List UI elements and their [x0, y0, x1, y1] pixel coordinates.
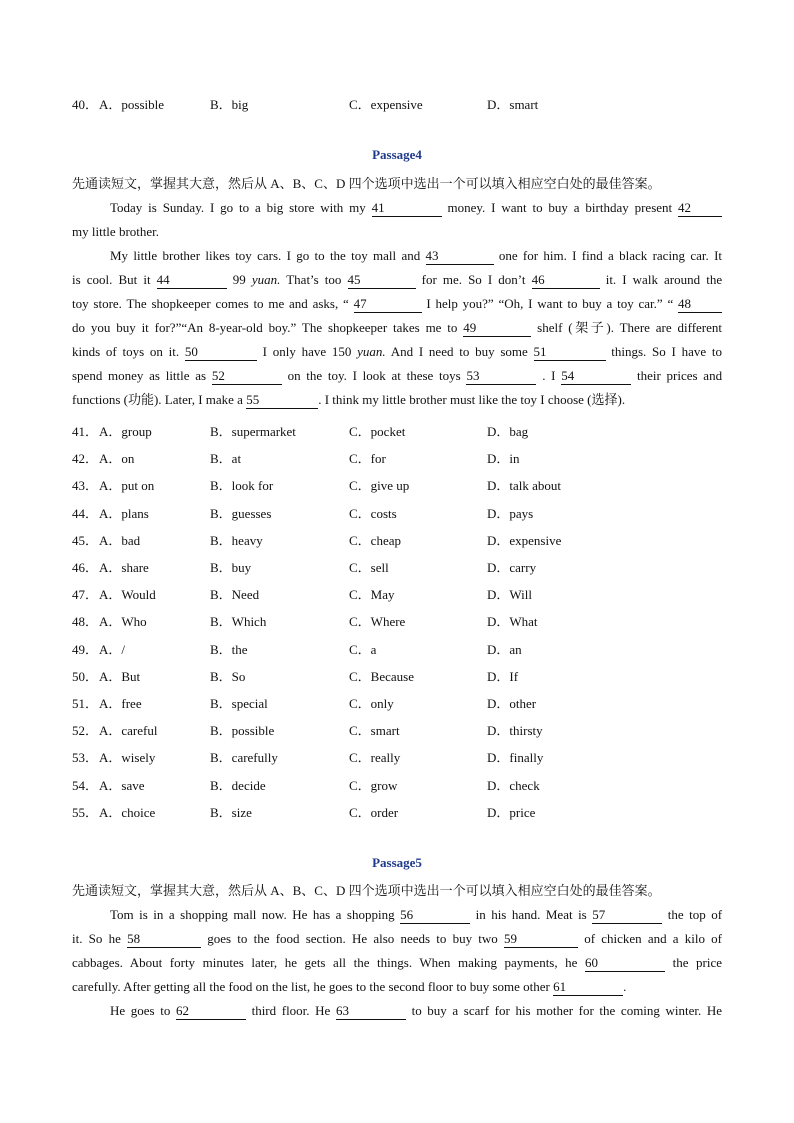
blank-62: 62	[176, 1003, 246, 1020]
option-a: A．put on	[99, 478, 155, 494]
question-number: 54．	[72, 777, 99, 793]
option-b: B．Which	[210, 614, 267, 630]
option-d: D．What	[487, 614, 538, 630]
blank-61: 61	[553, 979, 623, 996]
option-a: A．free	[99, 696, 142, 711]
question-number: 53．	[72, 750, 99, 766]
blank-59: 59	[504, 931, 578, 948]
option-b: B．heavy	[210, 532, 263, 548]
option-a: A．plans	[99, 505, 149, 521]
option-d: D．bag	[487, 424, 529, 439]
text-line: spend money as little as 52 on the toy. I look at these toys 53 . I 54 their prices and	[72, 368, 723, 383]
option-b: B．at	[210, 451, 242, 467]
question-number: 48．	[72, 614, 99, 630]
question-number: 44．	[72, 505, 99, 521]
option-c: C．Where	[349, 614, 406, 630]
question-number: 50．	[72, 668, 99, 684]
blank-49: 49	[463, 320, 531, 337]
option-b: B．special	[210, 696, 268, 711]
blank-44: 44	[157, 272, 227, 289]
option-a: A．save	[99, 777, 145, 793]
option-d: D．Will	[487, 587, 532, 603]
text-line: cabbages. About forty minutes later, he gets all the things. When making payments, he 60 the price	[72, 955, 722, 970]
text-line: do you buy it for?”“An 8-year-old boy.” The shopkeeper takes me to 49 shelf (架子). There are different	[72, 320, 723, 335]
question-number: 40．	[72, 97, 99, 112]
option-d: D．other	[487, 696, 537, 711]
blank-52: 52	[212, 368, 282, 385]
option-b: B．possible	[210, 723, 275, 739]
text-line: my little brother.	[72, 224, 160, 239]
option-c: C．give up	[349, 478, 410, 494]
blank-41: 41	[372, 200, 442, 217]
question-number: 46．	[72, 560, 99, 575]
text-line: kinds of toys on it. 50 I only have 150 yuan. And I need to buy some 51 things. So I have to	[72, 344, 723, 359]
blank-54: 54	[561, 368, 631, 385]
option-a: A．bad	[99, 532, 141, 548]
option-a: A．share	[99, 560, 149, 575]
option-a: A．on	[99, 451, 135, 467]
option-d: D．an	[487, 641, 522, 657]
passage4-text	[72, 199, 722, 415]
question-number: 52．	[72, 723, 99, 739]
blank-46: 46	[532, 272, 600, 289]
option-d: D．carry	[487, 560, 537, 575]
option-a: A．But	[99, 668, 141, 684]
blank-63: 63	[336, 1003, 406, 1020]
option-b: B．big	[210, 97, 249, 112]
blank-47: 47	[354, 296, 422, 313]
blank-53: 53	[466, 368, 536, 385]
option-c: C．a	[349, 641, 377, 657]
option-b: B．supermarket	[210, 424, 296, 439]
question-number: 45．	[72, 532, 99, 548]
option-b: B．So	[210, 668, 246, 684]
option-c: C．May	[349, 587, 395, 603]
option-a: A．/	[99, 641, 126, 657]
option-b: B．carefully	[210, 750, 278, 766]
option-b: B．size	[210, 804, 252, 820]
option-c: C．order	[349, 804, 399, 820]
option-a: A．Would	[99, 587, 156, 603]
option-d: D．in	[487, 451, 520, 467]
blank-58: 58	[127, 931, 201, 948]
option-c: C．costs	[349, 505, 397, 521]
option-a: A．group	[99, 424, 152, 439]
blank-55: 55	[246, 392, 318, 409]
option-b: B．guesses	[210, 505, 272, 521]
option-d: D．thirsty	[487, 723, 543, 739]
option-b: B．decide	[210, 777, 266, 793]
option-a: A．careful	[99, 723, 158, 739]
option-c: C．cheap	[349, 532, 401, 548]
text-line: Tom is in a shopping mall now. He has a shopping 56 in his hand. Meat is 57 the top of	[110, 907, 723, 922]
option-d: D．smart	[487, 97, 539, 112]
text-line: functions (功能). Later, I make a 55 . I think my little brother must like the toy I choose (选择).	[72, 392, 626, 407]
question-number: 42．	[72, 451, 99, 467]
option-b: B．the	[210, 641, 248, 657]
option-a: A．possible	[99, 97, 165, 112]
blank-45: 45	[348, 272, 416, 289]
text-line: Today is Sunday. I go to a big store with my 41 money. I want to buy a birthday present 42	[72, 199, 722, 223]
question-number: 55．	[72, 804, 99, 820]
option-d: D．If	[487, 668, 519, 684]
option-d: D．check	[487, 777, 540, 793]
question-number: 43．	[72, 478, 99, 494]
option-c: C．sell	[349, 560, 389, 575]
question-number: 49．	[72, 641, 99, 657]
option-a: A．Who	[99, 614, 147, 630]
option-d: D．expensive	[487, 532, 562, 548]
option-c: C．really	[349, 750, 401, 766]
text-line: toy store. The shopkeeper comes to me and asks, “ 47 I help you?” “Oh, I want to buy a toy car.” “ 48	[72, 295, 722, 319]
text-line: carefully. After getting all the food on the list, he goes to the second floor to buy some other 61 .	[72, 979, 627, 994]
option-d: D．finally	[487, 750, 544, 766]
text-line: My little brother likes toy cars. I go to the toy mall and 43 one for him. I find a black racing car. It	[110, 248, 723, 263]
option-c: C．only	[349, 696, 394, 711]
option-c: C．for	[349, 451, 386, 467]
blank-50: 50	[185, 344, 257, 361]
option-c: C．smart	[349, 723, 400, 739]
question-number: 51．	[72, 696, 99, 711]
blank-57: 57	[592, 907, 662, 924]
blank-56: 56	[400, 907, 470, 924]
option-b: B．look for	[210, 478, 274, 494]
text-line: He goes to 62 third floor. He 63 to buy a scarf for his mother for the coming winter. He	[110, 1003, 723, 1018]
passage4-instruction: 先通读短文，掌握其大意，然后从 A、B、C、D 四个选项中选出一个可以填入相应空白处的最佳答案。	[72, 176, 661, 191]
blank-60: 60	[585, 955, 665, 972]
blank-51: 51	[534, 344, 606, 361]
option-a: A．choice	[99, 804, 156, 820]
option-c: C．grow	[349, 777, 398, 793]
option-c: C．expensive	[349, 97, 423, 112]
passage5-title: Passage5	[372, 855, 422, 870]
option-b: B．buy	[210, 560, 252, 575]
option-d: D．talk about	[487, 478, 562, 494]
blank-43: 43	[426, 248, 494, 265]
option-c: C．Because	[349, 668, 414, 684]
option-a: A．wisely	[99, 750, 156, 766]
text-line: is cool. But it 44 99 yuan. That’s too 45 for me. So I don’t 46 it. I walk around the	[72, 272, 723, 287]
option-b: B．Need	[210, 587, 260, 603]
blank-42: 42	[678, 200, 722, 217]
question-number: 47．	[72, 587, 99, 603]
text-line: it. So he 58 goes to the food section. He also needs to buy two 59 of chicken and a kilo of	[72, 931, 723, 946]
blank-48: 48	[678, 296, 722, 313]
option-d: D．pays	[487, 505, 534, 521]
option-c: C．pocket	[349, 424, 406, 439]
passage5-instruction: 先通读短文，掌握其大意，然后从 A、B、C、D 四个选项中选出一个可以填入相应空白处的最佳答案。	[72, 883, 661, 898]
question-number: 41．	[72, 424, 99, 439]
option-d: D．price	[487, 804, 536, 820]
passage5-text	[72, 906, 722, 1026]
passage4-title: Passage4	[372, 147, 422, 162]
